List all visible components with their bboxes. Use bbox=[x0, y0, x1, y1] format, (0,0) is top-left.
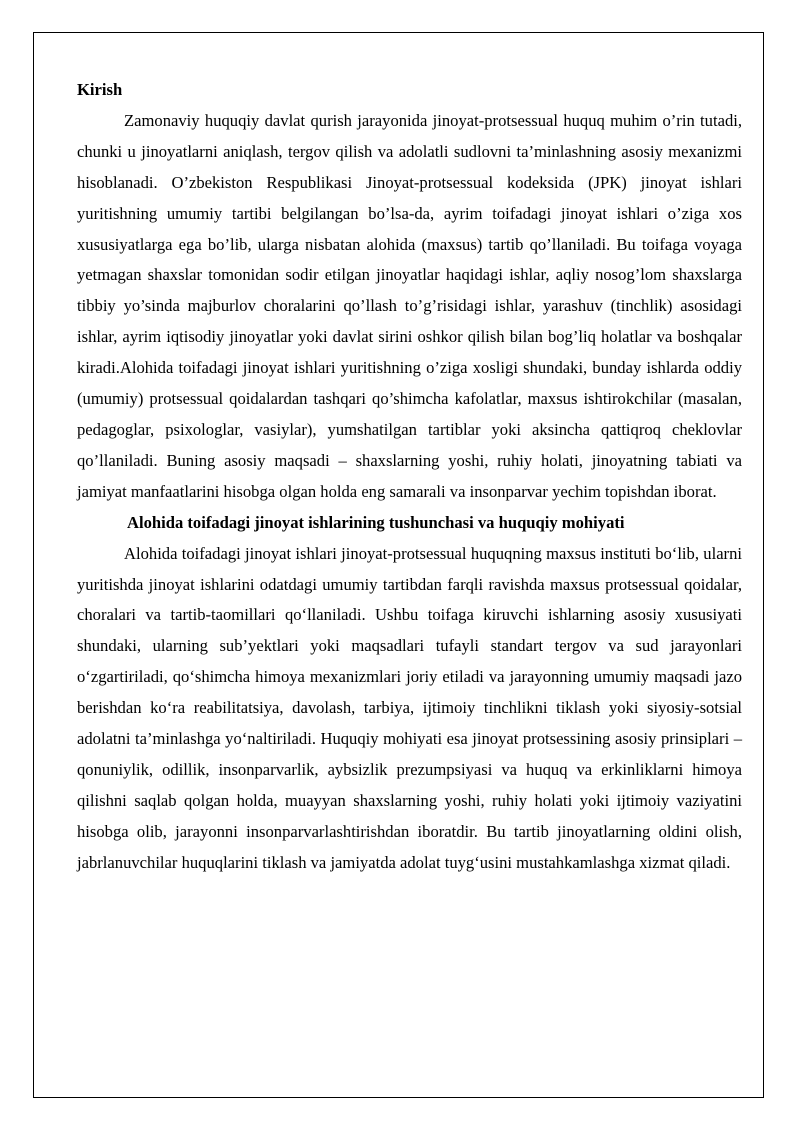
document-body bbox=[77, 75, 742, 879]
section-paragraph: Alohida toifadagi jinoyat ishlari jinoyat-protsessual huquqning maxsus instituti bo‘lib, ularni yuritishda jinoyat ishlarini odatdagi umumiy tartibdan farqli ravishda maxsus protsessual qoidalar, choralari va tartib-taomillari qo‘llaniladi. Ushbu toifaga kiruvchi ishlarning asosiy xususiyati shundaki, ularning sub’yektlari yoki maqsadlari tufayli standart tergov va sud jarayonlari o‘zgartiriladi, qo‘shimcha himoya mexanizmlari joriy etiladi va jarayonning umumiy maqsadi jazo berishdan ko‘ra reabilitatsiya, davolash, tarbiya, ijtimoiy tinchlikni tiklash yoki siyosiy-sotsial adolatni ta’minlashga yo‘naltiriladi. Huquqiy mohiyati esa jinoyat protsessining asosiy prinsiplari – qonuniylik, odillik, insonparvarlik, aybsizlik prezumpsiyasi va huquq va erkinliklarni himoya qilishni saqlab qolgan holda, muayyan shaxslarning yoshi, ruhiy holati yoki ijtimoiy vaziyatini hisobga olib, jarayonni insonparvarlashtirishdan iboratdir. Bu tartib jinoyatlarning oldini olish, jabrlanuvchilar huquqlarini tiklash va jamiyatda adolat tuyg‘usini mustahkamlashga xizmat qiladi. bbox=[77, 543, 742, 872]
intro-heading: Kirish bbox=[77, 80, 123, 99]
section-heading: Alohida toifadagi jinoyat ishlarining tushunchasi va huquqiy mohiyati bbox=[127, 512, 625, 532]
intro-paragraph: Zamonaviy huquqiy davlat qurish jarayonida jinoyat-protsessual huquq muhim o’rin tutadi, chunki u jinoyatlarni aniqlash, tergov qilish va adolatli sudlovni ta’minlashning asosiy mexanizmi hisoblanadi. O’zbekiston Respublikasi Jinoyat-protsessual kodeksida (JPK) jinoyat ishlari yuritishning umumiy tartibi belgilangan bo’lsa-da, ayrim toifadagi jinoyat ishlari o’ziga xos xususiyatlarga ega bo’lib, ularga nisbatan alohida (maxsus) tartib qo’llaniladi. Bu toifaga voyaga yetmagan shaxslar tomonidan sodir etilgan jinoyatlar haqidagi ishlar, aqliy nosog’lom shaxslarga tibbiy yo’sinda majburlov choralarini qo’llash to’g’risidagi ishlar, yarashuv (tinchlik) asosidagi ishlar, ayrim iqtisodiy jinoyatlar yoki davlat sirini oshkor qilish bilan bog’liq holatlar va boshqalar kiradi.Alohida toifadagi jinoyat ishlari yuritishning o’ziga xosligi shundaki, bunday ishlarda oddiy (umumiy) protsessual qoidalardan tashqari qo’shimcha kafolatlar, maxsus ishtirokchilar (masalan, pedagoglar, psixologlar, vasiylar), yumshatilgan tartiblar yoki aksincha qattiqroq cheklovlar qo’llaniladi. Buning asosiy maqsadi – shaxslarning yoshi, ruhiy holati, jinoyatning tabiati va jamiyat manfaatlarini hisobga olgan holda eng samarali va insonparvar yechim topishdan iborat. bbox=[77, 110, 742, 501]
